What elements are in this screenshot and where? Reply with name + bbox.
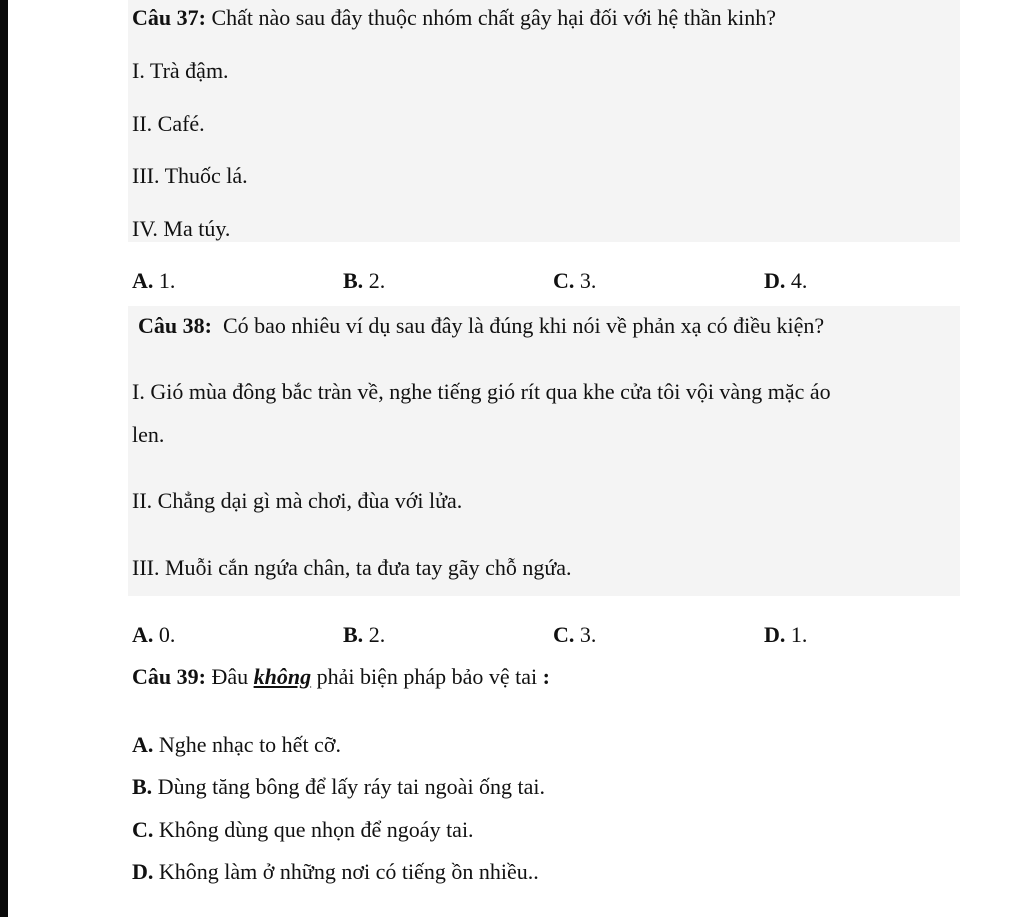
- q39-option-d: [132, 859, 539, 885]
- q38-option-b: [343, 622, 385, 648]
- q37-item-3: III. Thuốc lá.: [132, 163, 248, 188]
- q37-option-d-letter: D.: [764, 268, 786, 293]
- q38-option-d-text: 1.: [785, 622, 808, 647]
- q38-option-a: [132, 622, 175, 648]
- q38-option-c: [553, 622, 596, 648]
- q39-option-c: [132, 817, 474, 843]
- q38-item-2: II. Chẳng dại gì mà chơi, đùa với lửa.: [132, 488, 463, 513]
- left-edge-border: [0, 0, 8, 917]
- q37-option-d: [764, 268, 807, 294]
- q37-option-a: [132, 268, 175, 294]
- q38-item-1-line-1: I. Gió mùa đông bắc tràn về, nghe tiếng gió rít qua khe cửa tôi vội vàng mặc áo: [132, 379, 831, 404]
- q39-label: Câu 39:: [132, 664, 206, 689]
- q39-text-before: Đâu: [205, 664, 254, 689]
- q39-option-b-text: Dùng tăng bông để lấy ráy tai ngoài ống tai.: [152, 774, 546, 799]
- q37-text: Chất nào sau đây thuộc nhóm chất gây hại đối với hệ thần kinh?: [205, 5, 777, 30]
- q37-option-b: [343, 268, 385, 294]
- q37-option-c: [553, 268, 596, 294]
- q39-stem: [132, 664, 550, 690]
- q38-item-3: III. Muỗi cắn ngứa chân, ta đưa tay gãy chỗ ngứa.: [132, 555, 572, 580]
- q39-option-c-text: Không dùng que nhọn để ngoáy tai.: [153, 817, 474, 842]
- q37-stem: [132, 5, 776, 31]
- q39-option-a-letter: A.: [132, 732, 154, 757]
- q37-option-d-text: 4.: [785, 268, 808, 293]
- q38-option-c-text: 3.: [574, 622, 597, 647]
- q37-option-c-text: 3.: [574, 268, 597, 293]
- q37-option-a-text: 1.: [153, 268, 176, 293]
- q38-shaded-block: [128, 306, 960, 596]
- q38-label: Câu 38:: [138, 313, 212, 338]
- q39-option-a-text: Nghe nhạc to hết cỡ.: [153, 732, 341, 757]
- q38-option-b-letter: B.: [343, 622, 364, 647]
- q38-option-d-letter: D.: [764, 622, 786, 647]
- q37-option-c-letter: C.: [553, 268, 575, 293]
- q37-item-2: II. Café.: [132, 111, 205, 136]
- q39-option-d-letter: D.: [132, 859, 154, 884]
- q39-option-a: [132, 732, 341, 758]
- q37-item-4: IV. Ma túy.: [132, 216, 231, 241]
- q38-option-d: [764, 622, 807, 648]
- q38-text: Có bao nhiêu ví dụ sau đây là đúng khi nói về phản xạ có điều kiện?: [211, 313, 825, 338]
- q39-option-b-letter: B.: [132, 774, 153, 799]
- q37-shaded-block: [128, 0, 960, 242]
- q38-stem: [138, 313, 824, 339]
- q37-option-a-letter: A.: [132, 268, 154, 293]
- q38-option-b-text: 2.: [363, 622, 386, 647]
- q39-option-b: [132, 774, 545, 800]
- q39-option-c-letter: C.: [132, 817, 154, 842]
- q39-colon: :: [542, 664, 550, 689]
- q39-text-after: phải biện pháp bảo vệ tai: [311, 664, 543, 689]
- q37-option-b-text: 2.: [363, 268, 386, 293]
- q38-item-1-line-2: len.: [132, 422, 165, 447]
- q38-option-c-letter: C.: [553, 622, 575, 647]
- q38-option-a-text: 0.: [153, 622, 176, 647]
- q37-item-1: I. Trà đậm.: [132, 58, 229, 83]
- q38-option-a-letter: A.: [132, 622, 154, 647]
- q39-negation-word: không: [253, 664, 312, 689]
- q39-option-d-text: Không làm ở những nơi có tiếng ồn nhiều..: [153, 859, 539, 884]
- q37-option-b-letter: B.: [343, 268, 364, 293]
- q37-label: Câu 37:: [132, 5, 206, 30]
